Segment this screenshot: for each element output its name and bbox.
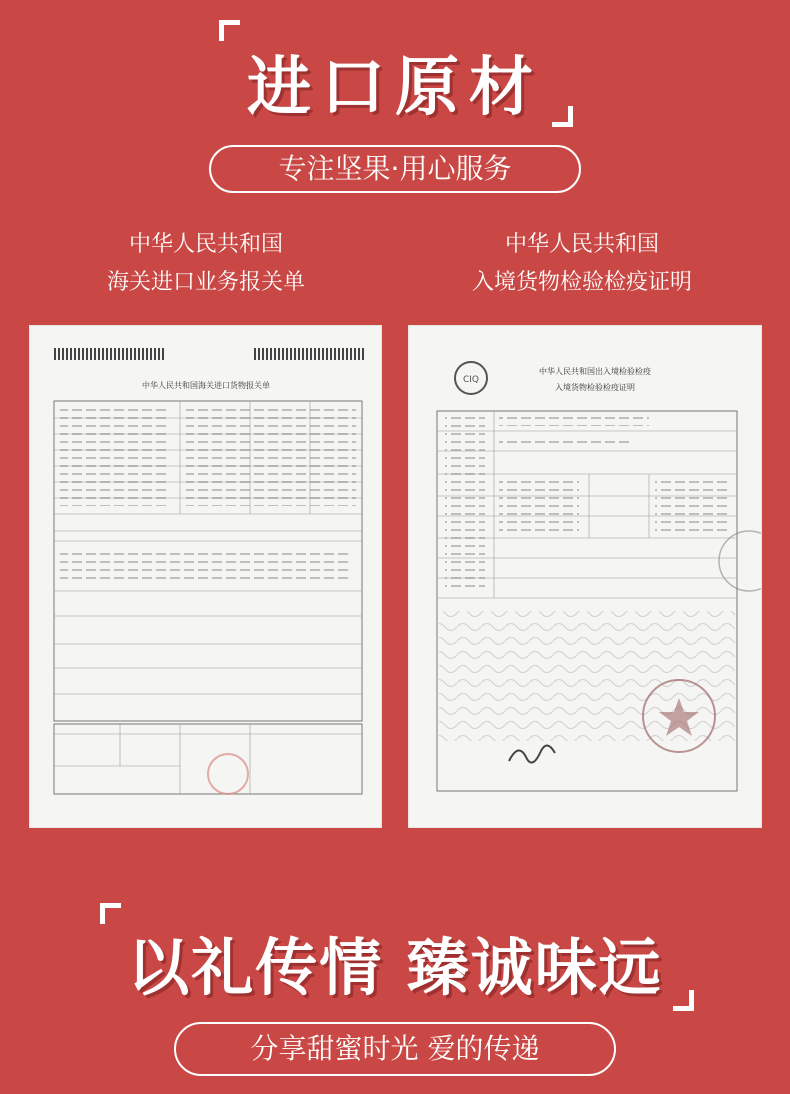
subtitle-pill: 专注坚果·用心服务 [209,145,581,193]
page-title: 进口原材 [247,51,543,125]
bracket-bottom-right-icon [552,106,573,127]
slogan-title: 以礼传情 臻诚味远 [127,931,663,1004]
caption-inspection-certificate [422,226,742,302]
caption-line-country: 中华人民共和国 [128,232,283,257]
document-heading: 中华人民共和国海关进口货物报关单 [142,381,270,390]
document-subheading: 入境货物检验检疫证明 [555,383,635,392]
ciq-emblem-icon [455,362,487,394]
caption-customs-declaration [46,226,366,302]
customs-stamp-icon [208,754,248,794]
inspection-certificate-image [408,325,762,828]
barcode-icon [54,348,364,360]
caption-line-document: 海关进口业务报关单 [106,270,305,295]
svg-text:CIQ: CIQ [462,375,480,385]
caption-line-document: 入境货物检验检疫证明 [471,270,692,295]
bracket-bottom-right-icon [673,990,694,1011]
edge-stamp-icon [719,531,762,591]
signature-icon [509,745,555,762]
document-heading: 中华人民共和国出入境检验检疫 [539,367,651,376]
slogan-pill: 分享甜蜜时光 爱的传递 [174,1022,616,1076]
caption-line-country: 中华人民共和国 [504,232,659,257]
customs-declaration-image [29,325,382,828]
